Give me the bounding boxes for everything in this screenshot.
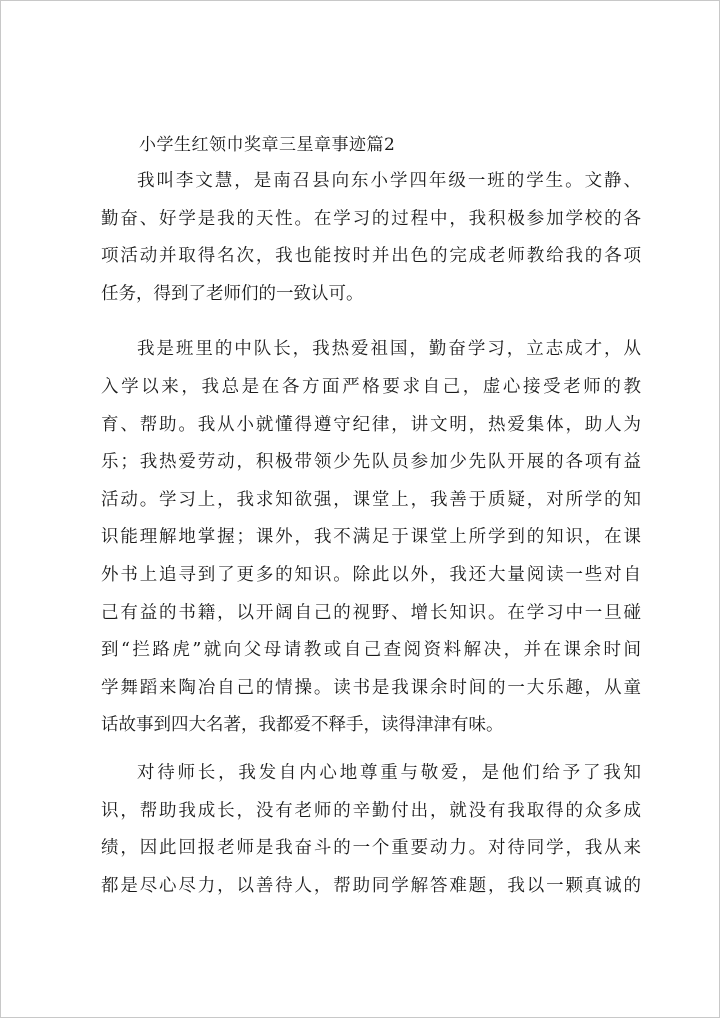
text-line: 入学以来，我总是在各方面严格要求自己，虚心接受老师的教 [101,376,641,397]
text-line: 到“拦路虎”就向父母请教或自己查阅资料解决，并在课余时间 [101,640,641,661]
text-line: 己有益的书籍，以开阔自己的视野、增长知识。在学习中一旦碰 [101,602,641,623]
paragraph-2 [101,331,641,745]
paragraph-3 [101,755,641,905]
text-line: 绩，因此回报老师是我奋斗的一个重要动力。对待同学，我从来 [101,838,641,859]
document-title: 小学生红领巾奖章三星章事迹篇2 [139,135,396,155]
text-line: 都是尽心尽力，以善待人，帮助同学解答难题，我以一颗真诚的 [101,875,641,896]
text-line: 乐；我热爱劳动，积极带领少先队员参加少先队开展的各项有益 [101,452,641,473]
text-line: 话故事到四大名著，我都爱不释手，读得津津有味。 [101,715,504,736]
text-line: 勤奋、好学是我的天性。在学习的过程中，我积极参加学校的各 [101,208,641,229]
text-line: 识，帮助我成长，没有老师的辛勤付出，就没有我取得的众多成 [101,800,641,821]
text-line: 我叫李文慧，是南召县向东小学四年级一班的学生。文静、 [137,171,641,191]
document-body [101,131,641,905]
text-line: 我是班里的中队长，我热爱祖国，勤奋学习，立志成才，从 [137,339,641,360]
text-line: 任务，得到了老师们的一致认可。 [101,283,364,304]
text-line: 学舞蹈来陶冶自己的情操。读书是我课余时间的一大乐趣，从童 [101,677,641,698]
paragraph-1 [101,163,641,313]
text-line: 项活动并取得名次，我也能按时并出色的完成老师教给我的各项 [101,246,641,267]
text-line: 识能理解地掌握；课外，我不满足于课堂上所学到的知识，在课 [101,527,641,548]
text-line: 对待师长，我发自内心地尊重与敬爱，是他们给予了我知 [137,762,641,783]
text-line: 育、帮助。我从小就懂得遵守纪律，讲文明，热爱集体，助人为 [101,414,641,435]
text-line: 活动。学习上，我求知欲强，课堂上，我善于质疑，对所学的知 [101,489,641,510]
text-line: 外书上追寻到了更多的知识。除此以外，我还大量阅读一些对自 [101,564,641,585]
